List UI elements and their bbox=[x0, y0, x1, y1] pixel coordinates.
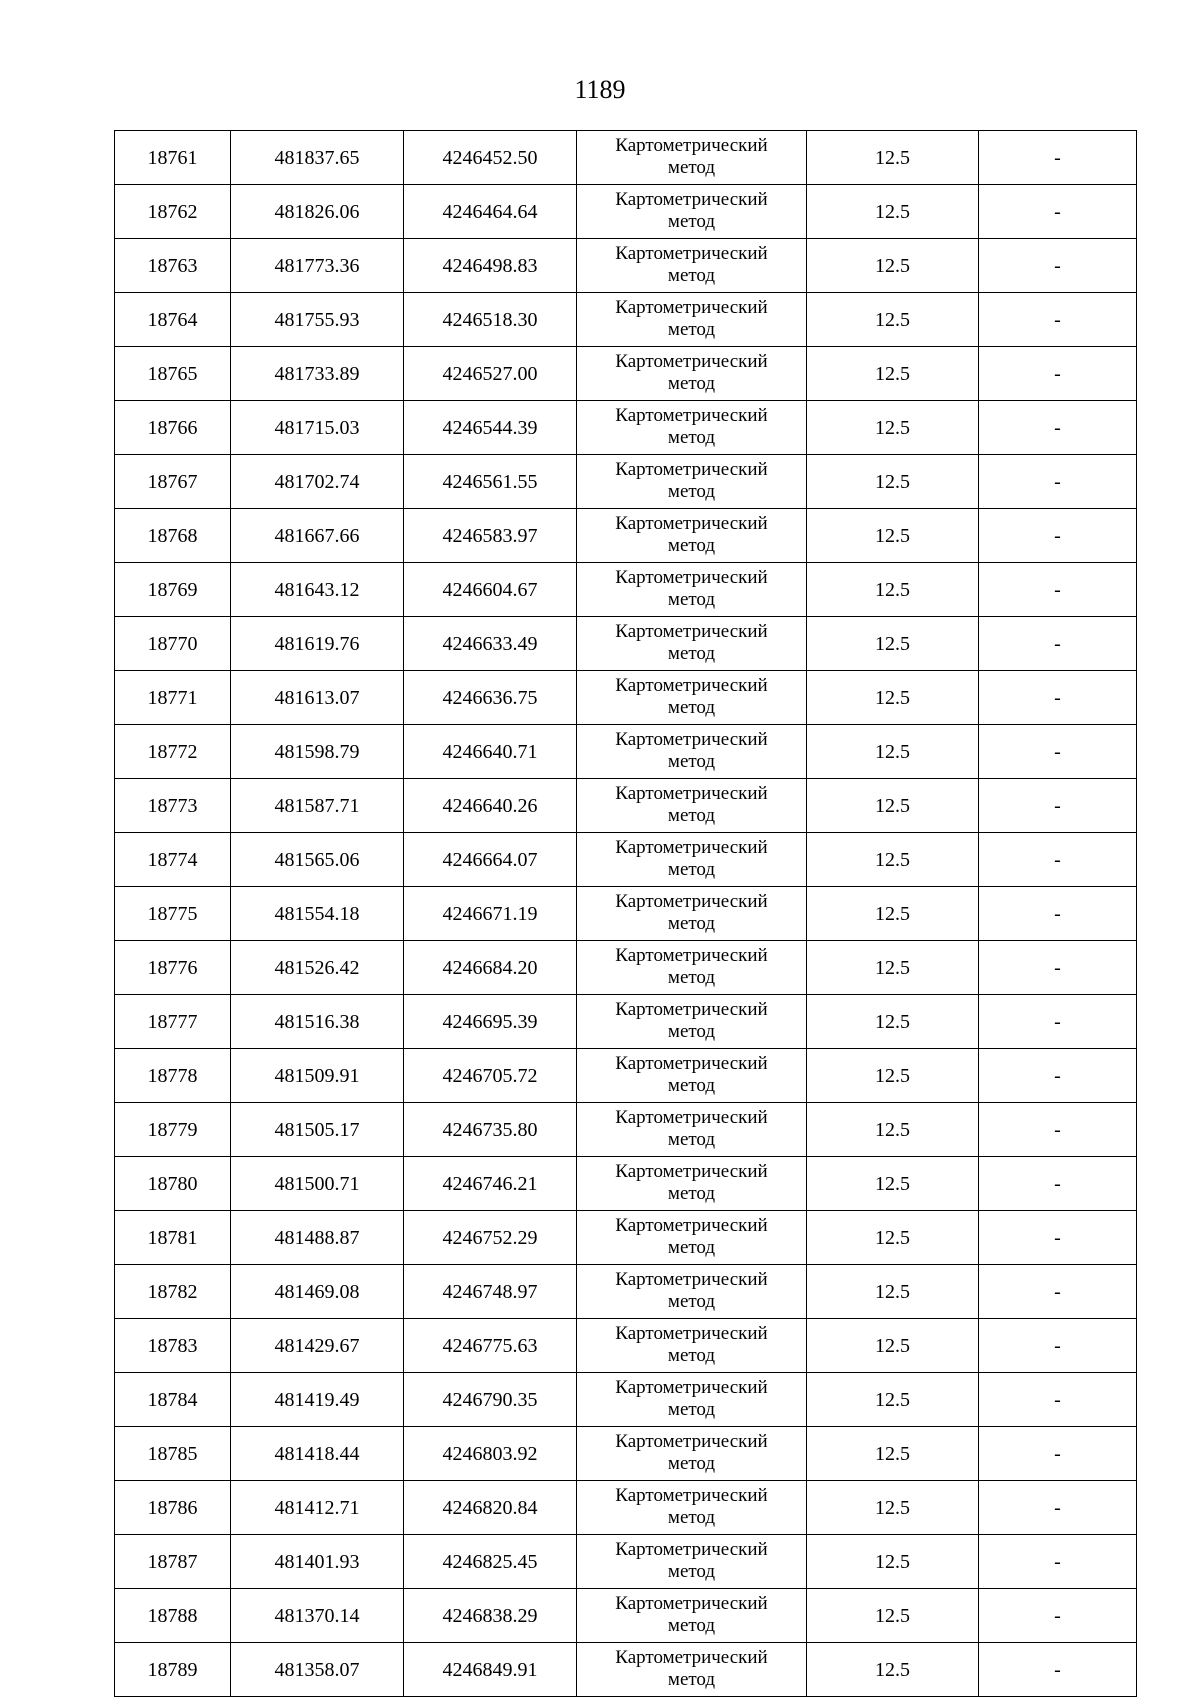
table-row bbox=[115, 1211, 1137, 1265]
method-cell bbox=[577, 1319, 807, 1373]
method-cell bbox=[577, 671, 807, 725]
accuracy-cell: 12.5 bbox=[807, 185, 979, 239]
y-coordinate-cell: 4246849.91 bbox=[404, 1643, 577, 1697]
x-coordinate-cell: 481401.93 bbox=[231, 1535, 404, 1589]
y-coordinate-cell: 4246498.83 bbox=[404, 239, 577, 293]
note-cell: - bbox=[979, 1319, 1137, 1373]
accuracy-cell: 12.5 bbox=[807, 1535, 979, 1589]
accuracy-cell: 12.5 bbox=[807, 401, 979, 455]
x-coordinate-cell: 481419.49 bbox=[231, 1373, 404, 1427]
accuracy-cell: 12.5 bbox=[807, 347, 979, 401]
method-line-1: Картометрический bbox=[615, 890, 768, 912]
coordinates-table-body bbox=[115, 131, 1137, 1697]
method-cell bbox=[577, 1427, 807, 1481]
y-coordinate-cell: 4246452.50 bbox=[404, 131, 577, 185]
page-number: 1189 bbox=[574, 75, 626, 104]
y-coordinate-cell: 4246640.71 bbox=[404, 725, 577, 779]
note-cell: - bbox=[979, 1589, 1137, 1643]
method-cell bbox=[577, 401, 807, 455]
method-line-2: метод bbox=[667, 696, 716, 718]
method-cell bbox=[577, 455, 807, 509]
table-row bbox=[115, 293, 1137, 347]
y-coordinate-cell: 4246604.67 bbox=[404, 563, 577, 617]
method-line-2: метод bbox=[667, 1452, 716, 1474]
x-coordinate-cell: 481733.89 bbox=[231, 347, 404, 401]
method-line-2: метод bbox=[667, 480, 716, 502]
note-cell: - bbox=[979, 1157, 1137, 1211]
note-cell: - bbox=[979, 347, 1137, 401]
point-id-cell: 18781 bbox=[115, 1211, 231, 1265]
method-line-2: метод bbox=[667, 1236, 716, 1258]
method-line-2: метод bbox=[667, 1290, 716, 1312]
table-row bbox=[115, 1643, 1137, 1697]
x-coordinate-cell: 481418.44 bbox=[231, 1427, 404, 1481]
note-cell: - bbox=[979, 1265, 1137, 1319]
point-id-cell: 18779 bbox=[115, 1103, 231, 1157]
method-line-1: Картометрический bbox=[615, 1214, 768, 1236]
table-row bbox=[115, 1373, 1137, 1427]
method-cell bbox=[577, 131, 807, 185]
method-cell bbox=[577, 833, 807, 887]
accuracy-cell: 12.5 bbox=[807, 1211, 979, 1265]
point-id-cell: 18785 bbox=[115, 1427, 231, 1481]
method-cell bbox=[577, 887, 807, 941]
point-id-cell: 18770 bbox=[115, 617, 231, 671]
x-coordinate-cell: 481773.36 bbox=[231, 239, 404, 293]
method-line-1: Картометрический bbox=[615, 512, 768, 534]
x-coordinate-cell: 481500.71 bbox=[231, 1157, 404, 1211]
x-coordinate-cell: 481526.42 bbox=[231, 941, 404, 995]
note-cell: - bbox=[979, 401, 1137, 455]
y-coordinate-cell: 4246640.26 bbox=[404, 779, 577, 833]
method-line-1: Картометрический bbox=[615, 998, 768, 1020]
point-id-cell: 18775 bbox=[115, 887, 231, 941]
note-cell: - bbox=[979, 1049, 1137, 1103]
method-cell bbox=[577, 509, 807, 563]
point-id-cell: 18776 bbox=[115, 941, 231, 995]
method-line-1: Картометрический bbox=[615, 566, 768, 588]
x-coordinate-cell: 481715.03 bbox=[231, 401, 404, 455]
note-cell: - bbox=[979, 1643, 1137, 1697]
y-coordinate-cell: 4246790.35 bbox=[404, 1373, 577, 1427]
x-coordinate-cell: 481619.76 bbox=[231, 617, 404, 671]
method-line-1: Картометрический bbox=[615, 1592, 768, 1614]
x-coordinate-cell: 481370.14 bbox=[231, 1589, 404, 1643]
point-id-cell: 18766 bbox=[115, 401, 231, 455]
y-coordinate-cell: 4246633.49 bbox=[404, 617, 577, 671]
method-line-2: метод bbox=[667, 210, 716, 232]
method-cell bbox=[577, 941, 807, 995]
accuracy-cell: 12.5 bbox=[807, 671, 979, 725]
method-line-1: Картометрический bbox=[615, 728, 768, 750]
table-row bbox=[115, 185, 1137, 239]
method-line-2: метод bbox=[667, 642, 716, 664]
accuracy-cell: 12.5 bbox=[807, 941, 979, 995]
accuracy-cell: 12.5 bbox=[807, 239, 979, 293]
method-line-2: метод bbox=[667, 426, 716, 448]
x-coordinate-cell: 481429.67 bbox=[231, 1319, 404, 1373]
method-line-1: Картометрический bbox=[615, 1538, 768, 1560]
method-line-2: метод bbox=[667, 1398, 716, 1420]
y-coordinate-cell: 4246695.39 bbox=[404, 995, 577, 1049]
method-line-2: метод bbox=[667, 1614, 716, 1636]
note-cell: - bbox=[979, 671, 1137, 725]
x-coordinate-cell: 481554.18 bbox=[231, 887, 404, 941]
note-cell: - bbox=[979, 887, 1137, 941]
x-coordinate-cell: 481516.38 bbox=[231, 995, 404, 1049]
note-cell: - bbox=[979, 1211, 1137, 1265]
method-line-1: Картометрический bbox=[615, 458, 768, 480]
point-id-cell: 18762 bbox=[115, 185, 231, 239]
method-cell bbox=[577, 617, 807, 671]
point-id-cell: 18764 bbox=[115, 293, 231, 347]
table-row bbox=[115, 1427, 1137, 1481]
method-line-1: Картометрический bbox=[615, 782, 768, 804]
method-line-2: метод bbox=[667, 156, 716, 178]
method-line-2: метод bbox=[667, 318, 716, 340]
method-cell bbox=[577, 239, 807, 293]
method-line-2: метод bbox=[667, 858, 716, 880]
accuracy-cell: 12.5 bbox=[807, 1103, 979, 1157]
y-coordinate-cell: 4246671.19 bbox=[404, 887, 577, 941]
point-id-cell: 18789 bbox=[115, 1643, 231, 1697]
note-cell: - bbox=[979, 239, 1137, 293]
note-cell: - bbox=[979, 779, 1137, 833]
x-coordinate-cell: 481702.74 bbox=[231, 455, 404, 509]
note-cell: - bbox=[979, 563, 1137, 617]
point-id-cell: 18763 bbox=[115, 239, 231, 293]
accuracy-cell: 12.5 bbox=[807, 1589, 979, 1643]
method-line-1: Картометрический bbox=[615, 188, 768, 210]
table-row bbox=[115, 401, 1137, 455]
note-cell: - bbox=[979, 617, 1137, 671]
method-line-1: Картометрический bbox=[615, 1268, 768, 1290]
x-coordinate-cell: 481488.87 bbox=[231, 1211, 404, 1265]
method-cell bbox=[577, 1589, 807, 1643]
accuracy-cell: 12.5 bbox=[807, 725, 979, 779]
method-cell bbox=[577, 347, 807, 401]
point-id-cell: 18769 bbox=[115, 563, 231, 617]
note-cell: - bbox=[979, 1535, 1137, 1589]
y-coordinate-cell: 4246684.20 bbox=[404, 941, 577, 995]
x-coordinate-cell: 481643.12 bbox=[231, 563, 404, 617]
table-row bbox=[115, 995, 1137, 1049]
note-cell: - bbox=[979, 941, 1137, 995]
point-id-cell: 18782 bbox=[115, 1265, 231, 1319]
accuracy-cell: 12.5 bbox=[807, 131, 979, 185]
method-line-1: Картометрический bbox=[615, 1160, 768, 1182]
accuracy-cell: 12.5 bbox=[807, 293, 979, 347]
table-row bbox=[115, 131, 1137, 185]
table-row bbox=[115, 1265, 1137, 1319]
point-id-cell: 18772 bbox=[115, 725, 231, 779]
note-cell: - bbox=[979, 833, 1137, 887]
method-line-2: метод bbox=[667, 1506, 716, 1528]
method-cell bbox=[577, 185, 807, 239]
note-cell: - bbox=[979, 293, 1137, 347]
table-row bbox=[115, 1481, 1137, 1535]
method-cell bbox=[577, 1103, 807, 1157]
method-cell bbox=[577, 1481, 807, 1535]
method-line-2: метод bbox=[667, 534, 716, 556]
table-row bbox=[115, 887, 1137, 941]
accuracy-cell: 12.5 bbox=[807, 1157, 979, 1211]
method-line-1: Картометрический bbox=[615, 1646, 768, 1668]
method-line-2: метод bbox=[667, 750, 716, 772]
method-line-2: метод bbox=[667, 588, 716, 610]
accuracy-cell: 12.5 bbox=[807, 1319, 979, 1373]
method-cell bbox=[577, 725, 807, 779]
method-line-1: Картометрический bbox=[615, 1322, 768, 1344]
point-id-cell: 18771 bbox=[115, 671, 231, 725]
x-coordinate-cell: 481613.07 bbox=[231, 671, 404, 725]
note-cell: - bbox=[979, 1481, 1137, 1535]
table-row bbox=[115, 1157, 1137, 1211]
y-coordinate-cell: 4246518.30 bbox=[404, 293, 577, 347]
point-id-cell: 18765 bbox=[115, 347, 231, 401]
accuracy-cell: 12.5 bbox=[807, 563, 979, 617]
y-coordinate-cell: 4246735.80 bbox=[404, 1103, 577, 1157]
x-coordinate-cell: 481826.06 bbox=[231, 185, 404, 239]
point-id-cell: 18788 bbox=[115, 1589, 231, 1643]
method-line-1: Картометрический bbox=[615, 1052, 768, 1074]
method-cell bbox=[577, 779, 807, 833]
accuracy-cell: 12.5 bbox=[807, 779, 979, 833]
method-line-2: метод bbox=[667, 1020, 716, 1042]
table-row bbox=[115, 509, 1137, 563]
method-line-1: Картометрический bbox=[615, 620, 768, 642]
point-id-cell: 18783 bbox=[115, 1319, 231, 1373]
note-cell: - bbox=[979, 725, 1137, 779]
x-coordinate-cell: 481837.65 bbox=[231, 131, 404, 185]
method-cell bbox=[577, 1265, 807, 1319]
x-coordinate-cell: 481358.07 bbox=[231, 1643, 404, 1697]
y-coordinate-cell: 4246561.55 bbox=[404, 455, 577, 509]
method-line-1: Картометрический bbox=[615, 944, 768, 966]
method-cell bbox=[577, 995, 807, 1049]
accuracy-cell: 12.5 bbox=[807, 1481, 979, 1535]
y-coordinate-cell: 4246527.00 bbox=[404, 347, 577, 401]
table-row bbox=[115, 1049, 1137, 1103]
y-coordinate-cell: 4246775.63 bbox=[404, 1319, 577, 1373]
method-line-1: Картометрический bbox=[615, 296, 768, 318]
method-cell bbox=[577, 1535, 807, 1589]
x-coordinate-cell: 481505.17 bbox=[231, 1103, 404, 1157]
y-coordinate-cell: 4246636.75 bbox=[404, 671, 577, 725]
y-coordinate-cell: 4246746.21 bbox=[404, 1157, 577, 1211]
y-coordinate-cell: 4246803.92 bbox=[404, 1427, 577, 1481]
note-cell: - bbox=[979, 1427, 1137, 1481]
table-row bbox=[115, 1319, 1137, 1373]
accuracy-cell: 12.5 bbox=[807, 1049, 979, 1103]
table-row bbox=[115, 671, 1137, 725]
method-line-2: метод bbox=[667, 804, 716, 826]
table-row bbox=[115, 941, 1137, 995]
y-coordinate-cell: 4246705.72 bbox=[404, 1049, 577, 1103]
method-cell bbox=[577, 1373, 807, 1427]
x-coordinate-cell: 481755.93 bbox=[231, 293, 404, 347]
method-line-2: метод bbox=[667, 1182, 716, 1204]
point-id-cell: 18761 bbox=[115, 131, 231, 185]
method-line-2: метод bbox=[667, 1074, 716, 1096]
note-cell: - bbox=[979, 995, 1137, 1049]
method-line-2: метод bbox=[667, 1668, 716, 1690]
y-coordinate-cell: 4246664.07 bbox=[404, 833, 577, 887]
method-line-2: метод bbox=[667, 912, 716, 934]
table-row bbox=[115, 725, 1137, 779]
table-row bbox=[115, 833, 1137, 887]
method-cell bbox=[577, 293, 807, 347]
table-row bbox=[115, 1535, 1137, 1589]
method-cell bbox=[577, 1049, 807, 1103]
x-coordinate-cell: 481598.79 bbox=[231, 725, 404, 779]
table-row bbox=[115, 1103, 1137, 1157]
method-line-2: метод bbox=[667, 1344, 716, 1366]
method-line-1: Картометрический bbox=[615, 350, 768, 372]
table-row bbox=[115, 617, 1137, 671]
point-id-cell: 18787 bbox=[115, 1535, 231, 1589]
method-cell bbox=[577, 1643, 807, 1697]
point-id-cell: 18778 bbox=[115, 1049, 231, 1103]
method-line-2: метод bbox=[667, 966, 716, 988]
accuracy-cell: 12.5 bbox=[807, 995, 979, 1049]
y-coordinate-cell: 4246838.29 bbox=[404, 1589, 577, 1643]
table-row bbox=[115, 779, 1137, 833]
table-row bbox=[115, 239, 1137, 293]
method-line-2: метод bbox=[667, 372, 716, 394]
coordinates-table bbox=[114, 130, 1137, 1697]
method-line-1: Картометрический bbox=[615, 242, 768, 264]
method-cell bbox=[577, 1157, 807, 1211]
method-line-2: метод bbox=[667, 264, 716, 286]
y-coordinate-cell: 4246544.39 bbox=[404, 401, 577, 455]
table-row bbox=[115, 455, 1137, 509]
note-cell: - bbox=[979, 455, 1137, 509]
accuracy-cell: 12.5 bbox=[807, 509, 979, 563]
accuracy-cell: 12.5 bbox=[807, 833, 979, 887]
method-cell bbox=[577, 1211, 807, 1265]
method-line-2: метод bbox=[667, 1560, 716, 1582]
note-cell: - bbox=[979, 131, 1137, 185]
table-row bbox=[115, 1589, 1137, 1643]
y-coordinate-cell: 4246748.97 bbox=[404, 1265, 577, 1319]
note-cell: - bbox=[979, 509, 1137, 563]
method-line-1: Картометрический bbox=[615, 134, 768, 156]
method-line-1: Картометрический bbox=[615, 836, 768, 858]
point-id-cell: 18780 bbox=[115, 1157, 231, 1211]
y-coordinate-cell: 4246583.97 bbox=[404, 509, 577, 563]
accuracy-cell: 12.5 bbox=[807, 1373, 979, 1427]
method-cell bbox=[577, 563, 807, 617]
y-coordinate-cell: 4246820.84 bbox=[404, 1481, 577, 1535]
point-id-cell: 18773 bbox=[115, 779, 231, 833]
method-line-1: Картометрический bbox=[615, 404, 768, 426]
method-line-1: Картометрический bbox=[615, 1376, 768, 1398]
method-line-2: метод bbox=[667, 1128, 716, 1150]
point-id-cell: 18768 bbox=[115, 509, 231, 563]
x-coordinate-cell: 481587.71 bbox=[231, 779, 404, 833]
table-row bbox=[115, 563, 1137, 617]
table-row bbox=[115, 347, 1137, 401]
y-coordinate-cell: 4246825.45 bbox=[404, 1535, 577, 1589]
x-coordinate-cell: 481469.08 bbox=[231, 1265, 404, 1319]
note-cell: - bbox=[979, 185, 1137, 239]
x-coordinate-cell: 481412.71 bbox=[231, 1481, 404, 1535]
accuracy-cell: 12.5 bbox=[807, 887, 979, 941]
point-id-cell: 18784 bbox=[115, 1373, 231, 1427]
accuracy-cell: 12.5 bbox=[807, 455, 979, 509]
accuracy-cell: 12.5 bbox=[807, 1265, 979, 1319]
point-id-cell: 18767 bbox=[115, 455, 231, 509]
y-coordinate-cell: 4246464.64 bbox=[404, 185, 577, 239]
x-coordinate-cell: 481565.06 bbox=[231, 833, 404, 887]
method-line-1: Картометрический bbox=[615, 1106, 768, 1128]
note-cell: - bbox=[979, 1373, 1137, 1427]
x-coordinate-cell: 481667.66 bbox=[231, 509, 404, 563]
accuracy-cell: 12.5 bbox=[807, 1427, 979, 1481]
x-coordinate-cell: 481509.91 bbox=[231, 1049, 404, 1103]
point-id-cell: 18777 bbox=[115, 995, 231, 1049]
note-cell: - bbox=[979, 1103, 1137, 1157]
method-line-1: Картометрический bbox=[615, 1430, 768, 1452]
accuracy-cell: 12.5 bbox=[807, 1643, 979, 1697]
y-coordinate-cell: 4246752.29 bbox=[404, 1211, 577, 1265]
method-line-1: Картометрический bbox=[615, 674, 768, 696]
point-id-cell: 18786 bbox=[115, 1481, 231, 1535]
point-id-cell: 18774 bbox=[115, 833, 231, 887]
method-line-1: Картометрический bbox=[615, 1484, 768, 1506]
accuracy-cell: 12.5 bbox=[807, 617, 979, 671]
